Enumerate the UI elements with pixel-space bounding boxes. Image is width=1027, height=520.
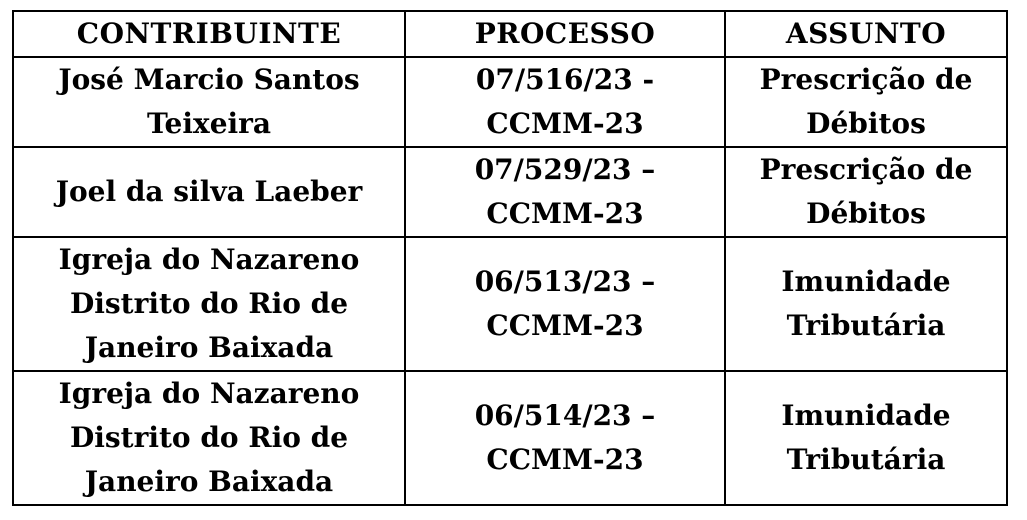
cell-line: 07/529/23 – <box>474 153 656 186</box>
cell-line: Imunidade <box>781 265 951 298</box>
cell-processo <box>405 371 725 505</box>
cell-assunto <box>725 147 1007 237</box>
process-table <box>12 10 1008 506</box>
cell-line: Janeiro Baixada <box>84 465 334 498</box>
cell-line: Débitos <box>806 107 926 140</box>
cell-contribuinte <box>13 237 405 371</box>
cell-line: CCMM-23 <box>486 443 644 476</box>
cell-line: 06/514/23 – <box>474 399 656 432</box>
header-row <box>13 11 1007 57</box>
header-contribuinte: CONTRIBUINTE <box>13 11 405 57</box>
cell-line: Igreja do Nazareno <box>58 243 360 276</box>
cell-line: Prescrição de <box>759 153 973 186</box>
cell-processo <box>405 237 725 371</box>
header-processo: PROCESSO <box>405 11 725 57</box>
cell-contribuinte <box>13 371 405 505</box>
cell-line: CCMM-23 <box>486 107 644 140</box>
cell-line: Tributária <box>786 309 946 342</box>
table-row <box>13 237 1007 371</box>
table-row <box>13 57 1007 147</box>
cell-processo <box>405 147 725 237</box>
cell-line: Janeiro Baixada <box>84 331 334 364</box>
cell-line: Teixeira <box>146 107 272 140</box>
cell-contribuinte <box>13 147 405 237</box>
cell-line: Prescrição de <box>759 63 973 96</box>
cell-line: Igreja do Nazareno <box>58 377 360 410</box>
cell-assunto <box>725 371 1007 505</box>
cell-line: 07/516/23 - <box>475 63 655 96</box>
cell-line: Distrito do Rio de <box>69 287 349 320</box>
cell-processo <box>405 57 725 147</box>
cell-line: Débitos <box>806 197 926 230</box>
cell-contribuinte <box>13 57 405 147</box>
table-row <box>13 147 1007 237</box>
cell-line: CCMM-23 <box>486 309 644 342</box>
cell-line: Distrito do Rio de <box>69 421 349 454</box>
cell-line: José Marcio Santos <box>58 63 360 96</box>
cell-line: Joel da silva Laeber <box>55 175 363 208</box>
cell-assunto <box>725 57 1007 147</box>
cell-line: Imunidade <box>781 399 951 432</box>
table-row <box>13 371 1007 505</box>
cell-line: CCMM-23 <box>486 197 644 230</box>
cell-assunto <box>725 237 1007 371</box>
cell-line: 06/513/23 – <box>474 265 656 298</box>
cell-line: Tributária <box>786 443 946 476</box>
header-assunto: ASSUNTO <box>725 11 1007 57</box>
